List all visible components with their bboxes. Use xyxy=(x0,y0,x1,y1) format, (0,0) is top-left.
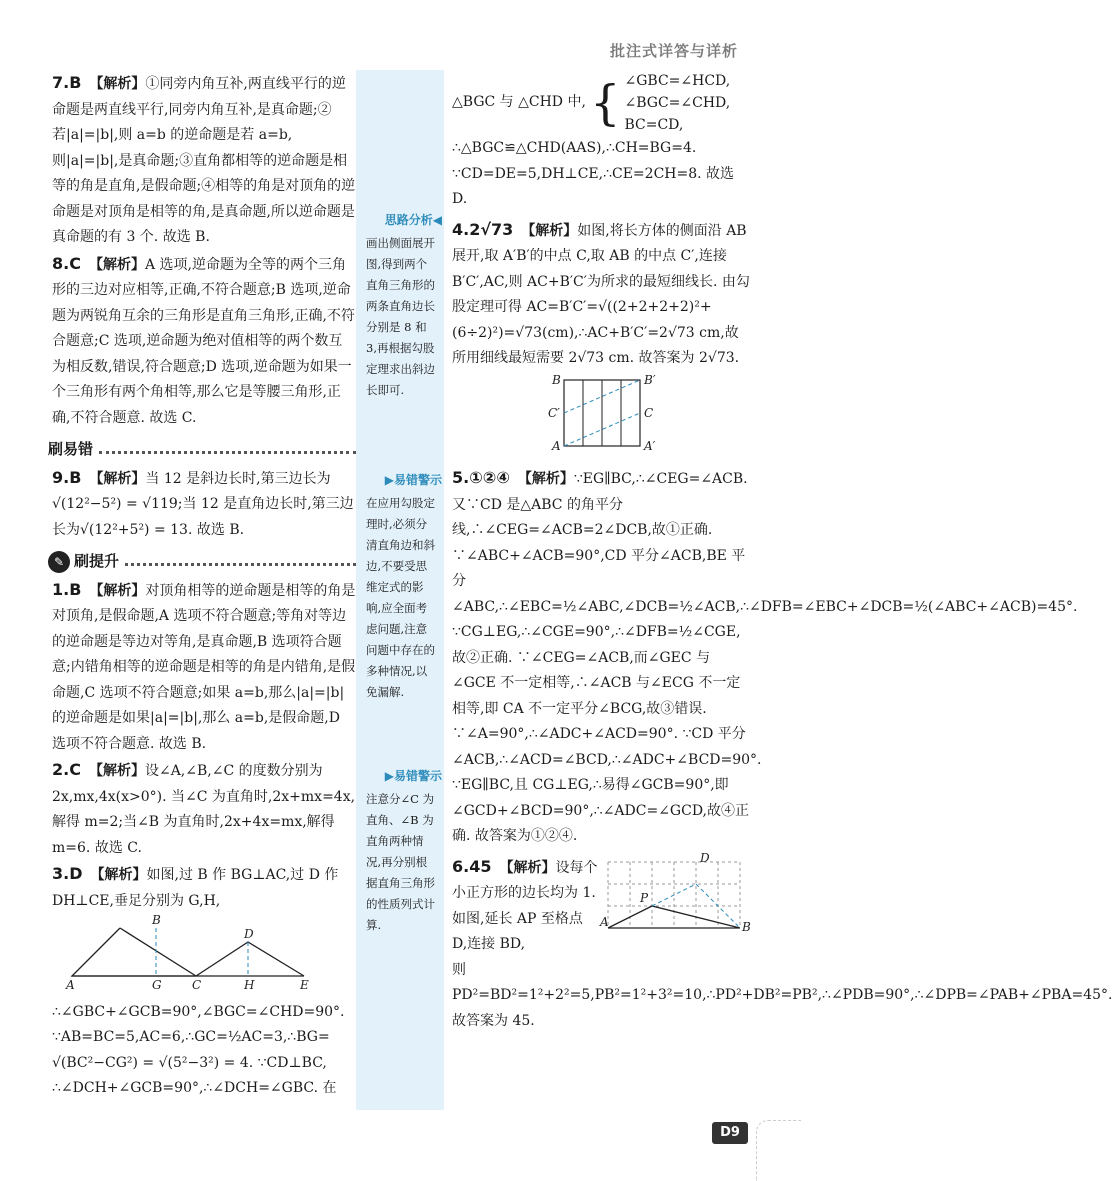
note-body: 注意分∠C 为直角、∠B 为直角两种情况,再分别根据直角三角形的性质列式计算. xyxy=(366,792,435,932)
problem-6-cont xyxy=(452,958,1112,1035)
question-number: 7. xyxy=(52,73,70,92)
analysis-tag: 【解析】 xyxy=(499,859,556,876)
answer-letter: B xyxy=(69,467,82,487)
problem-3-cont xyxy=(452,136,752,162)
problem-5 xyxy=(452,465,1078,850)
label-a: A xyxy=(552,438,561,453)
note-analysis xyxy=(356,210,444,401)
figure-grid xyxy=(600,850,751,934)
label-a: A xyxy=(600,914,609,929)
analysis-tag: 【解析】 xyxy=(517,471,574,487)
system-line: ∠GBC=∠HCD, xyxy=(624,73,731,89)
answer-value: 45 xyxy=(469,856,492,876)
question-text: ∵AB=BC=5,AC=6,∴GC=½AC=3,∴BG= xyxy=(52,1029,330,1045)
question-number: 1. xyxy=(52,579,70,599)
analysis-tag: 【解析】 xyxy=(89,76,146,92)
question-7 xyxy=(52,70,356,251)
question-text: ①同旁内角互补,两直线平行的逆命题是两直线平行,同旁内角互补,是真命题;②若|a|=|b|,则 a=b 的逆命题是若 a=b,则|a|=|b|,是真命题;③直角都相等的逆命题是相等的角是直角,是假命题;④相等的角是对顶角的逆命题是对顶角是相等的角,是真命题,所以逆命题是真命题的有 3 个. 故选 B. xyxy=(52,76,356,245)
problem-6 xyxy=(452,850,752,958)
analysis-tag: 【解析】 xyxy=(89,470,146,487)
question-text: 对顶角相等的逆命题是相等的角是对顶角,是假命题,A 选项不符合题意;等角对等边的逆命题是等边对等角,是真命题,B 选项符合题意;内错角相等的逆命题是相等的角是内错角,是假命题,C 选项不符合题意;如果 a=b,那么|a|=|b|的逆命题是如果|a|=|b|,那么 a=b,是假命题,D 选项不符合题意. 故选 B. xyxy=(52,582,356,752)
system-line: ∠BGC=∠CHD, xyxy=(624,95,731,111)
analysis-tag: 【解析】 xyxy=(89,582,146,599)
question-text-cont: √(12²−5²) = √119;当 12 是直角边长时,第三边长为√(12²+5²) = 13. 故选 B. xyxy=(52,496,354,538)
label-p: P xyxy=(640,890,649,905)
question-text: A 选项,逆命题为全等的两个三角形的三边对应相等,正确,不符合题意;B 选项,逆命题为两锐角互余的三角形是直角三角形,正确,不符合题意;C 选项,逆命题为绝对值相等的两个数互为相反数,错误,符合题意;D 选项,逆命题为如果一个三角形有两个角相等,那么它是等腰三角形,正确,不符合题意. 故选 C. xyxy=(52,256,355,426)
label-b: B xyxy=(552,372,561,387)
divider xyxy=(125,563,356,566)
note-warning-1 xyxy=(356,470,444,703)
question-number: 5. xyxy=(452,468,470,487)
notes-column xyxy=(356,70,444,1110)
answer-value: ①②④ xyxy=(469,468,510,487)
label-h: H xyxy=(244,978,255,992)
problem-2 xyxy=(52,757,356,861)
question-text: 如图,将长方体的侧面沿 AB 展开,取 A′B′的中点 C,取 AB 的中点 C′,连接 B′C′,AC,则 AC+B′C′为所求的最短细线长. 由勾股定理可得 AC=B′C′=√((2+2+2+2)²+(6÷2)²)=√73(cm),∴AC+B′C′=2√73 cm,故所用细线最短需要 2√73 cm. 故答案为 2√73. xyxy=(452,222,750,366)
left-column xyxy=(48,70,356,1102)
problem-3-cont xyxy=(52,1076,356,1102)
problem-3-cont xyxy=(52,1025,356,1051)
question-number: 6. xyxy=(452,856,470,876)
question-text: 设每个小正方形的边长均为 1. 如图,延长 AP 至格点 D,连接 BD, xyxy=(452,859,598,952)
question-text: ∵CD=DE=5,DH⊥CE,∴CE=2CH=8. 故选 D. xyxy=(452,165,735,207)
question-number: 2. xyxy=(52,760,70,779)
problem-3-system xyxy=(452,70,752,136)
question-text: ∴∠DCH+∠GCB=90°,∴∠DCH=∠GBC. 在 xyxy=(52,1080,337,1096)
question-number: 9. xyxy=(52,467,70,487)
question-8 xyxy=(52,251,356,432)
brace: { xyxy=(589,75,621,131)
page-corner xyxy=(756,1120,801,1181)
question-9 xyxy=(52,465,356,544)
figure-unfolded-prism xyxy=(452,372,752,452)
answer-letter: C xyxy=(69,760,81,779)
section-heading xyxy=(48,549,356,575)
note-body: 在应用勾股定理时,必须分清直角边和斜边,不要受思维定式的影响,应全面考虑问题,注意问题中存在的多种情况,以免漏解. xyxy=(366,496,435,699)
answer-letter: B xyxy=(69,73,82,92)
problem-3-cont xyxy=(52,1000,356,1026)
note-title: ▶易错警示 xyxy=(384,769,442,783)
analysis-tag: 【解析】 xyxy=(88,763,145,779)
label-b: B xyxy=(742,919,751,934)
analysis-tag: 【解析】 xyxy=(88,256,145,273)
problem-3 xyxy=(52,861,356,914)
system-line: BC=CD, xyxy=(624,117,684,133)
answer-letter: D xyxy=(69,864,83,883)
question-text: ∴∠GBC+∠GCB=90°,∠BGC=∠CHD=90°. xyxy=(52,1003,345,1020)
problem-1 xyxy=(52,577,356,758)
note-body: 画出侧面展开图,得到两个直角三角形的两条直角边长分别是 8 和 3,再根据勾股定理求出斜边长即可. xyxy=(366,236,435,397)
label-e: E xyxy=(300,978,309,992)
label-g: G xyxy=(152,978,162,992)
divider xyxy=(99,451,356,454)
answer-value: 2√73 xyxy=(469,219,514,239)
label-d: D xyxy=(244,927,254,941)
note-title: ▶易错警示 xyxy=(384,473,442,487)
label-c: C xyxy=(644,405,654,420)
label-b-prime: B′ xyxy=(644,372,656,387)
question-number: 4. xyxy=(452,219,470,239)
section-title: 刷提升 xyxy=(74,552,120,570)
pencil-icon: ✎ xyxy=(48,551,70,573)
question-number: 3. xyxy=(52,864,70,883)
answer-letter: C xyxy=(69,253,81,273)
section-heading xyxy=(48,437,356,463)
problem-3-cont xyxy=(452,162,752,213)
question-text: 当 12 是斜边长时,第三边长为 xyxy=(145,470,331,487)
label-d: D xyxy=(700,850,710,865)
answer-letter: B xyxy=(69,579,82,599)
analysis-tag: 【解析】 xyxy=(90,867,147,883)
question-text: ∴△BGC≌△CHD(AAS),∴CH=BG=4. xyxy=(452,140,697,156)
problem-4 xyxy=(452,217,752,372)
label-a: A xyxy=(66,978,75,992)
question-text: 设∠A,∠B,∠C 的度数分别为 2x,mx,4x(x>0°). 当∠C 为直角时,2x+mx=4x,解得 m=2;当∠B 为直角时,2x+4x=mx,解得 m=6. 故选 C. xyxy=(52,763,356,856)
note-title: 思路分析◀ xyxy=(384,213,442,227)
right-column xyxy=(452,70,1112,1034)
section-title: 刷易错 xyxy=(48,440,94,458)
question-text: √(BC²−CG²) = √(5²−3²) = 4. ∵CD⊥BC, xyxy=(52,1054,327,1071)
label-c: C xyxy=(192,978,202,992)
label-b: B xyxy=(152,913,161,927)
question-number: 8. xyxy=(52,253,70,273)
problem-3-cont xyxy=(52,1051,356,1077)
page-number: D9 xyxy=(712,1122,748,1144)
question-text: ∵EG∥BC,∴∠CEG=∠ACB. 又∵CD 是△ABC 的角平分线,∴∠CEG=∠ACB=2∠DCB,故①正确. ∵∠ABC+∠ACB=90°,CD 平分∠ACB,BE 平分∠ABC,∴∠EBC=½∠ABC,∠DCB=½∠ACB,∴∠DFB=∠EBC+∠DCB=½(∠ABC+∠ACB)=45°. ∵CG⊥EG,∴∠CGE=90°,∴∠DFB=½∠CGE,故②正确. ∵∠CEG=∠ACB,而∠GEC 与∠GCE 不一定相等,∴∠ACB 与∠ECG 不一定相等,即 CA 不一定平分∠BCG,故③错误. ∵∠A=90°,∴∠ADC+∠ACD=90°. ∵CD 平分∠ACB,∴∠ACD=∠BCD,∴∠ADC+∠BCD=90°. ∵EG∥BC,且 CG⊥EG,∴易得∠GCB=90°,即∠GCD+∠BCD=90°,∴∠ADC=∠GCD,故④正确. 故答案为①②④. xyxy=(452,471,1078,844)
question-text: 如图,过 B 作 BG⊥AC,过 D 作 DH⊥CE,垂足分别为 G,H, xyxy=(52,867,339,909)
figure-triangles xyxy=(52,914,352,990)
question-text: 则 PD²=BD²=1²+2²=5,PB²=1²+3²=10,∴PD²+DB²=PB²,∴∠PDB=90°,∴∠DPB=∠PAB+∠PBA=45°. 故答案为 45. xyxy=(452,961,1112,1029)
note-warning-2 xyxy=(356,766,444,936)
label-c-prime: C′ xyxy=(548,405,560,420)
header-title: 批注式详答与详析 xyxy=(610,42,739,60)
question-text: △BGC 与 △CHD 中, xyxy=(452,94,586,111)
label-a-prime: A′ xyxy=(644,438,656,453)
analysis-tag: 【解析】 xyxy=(521,222,578,239)
